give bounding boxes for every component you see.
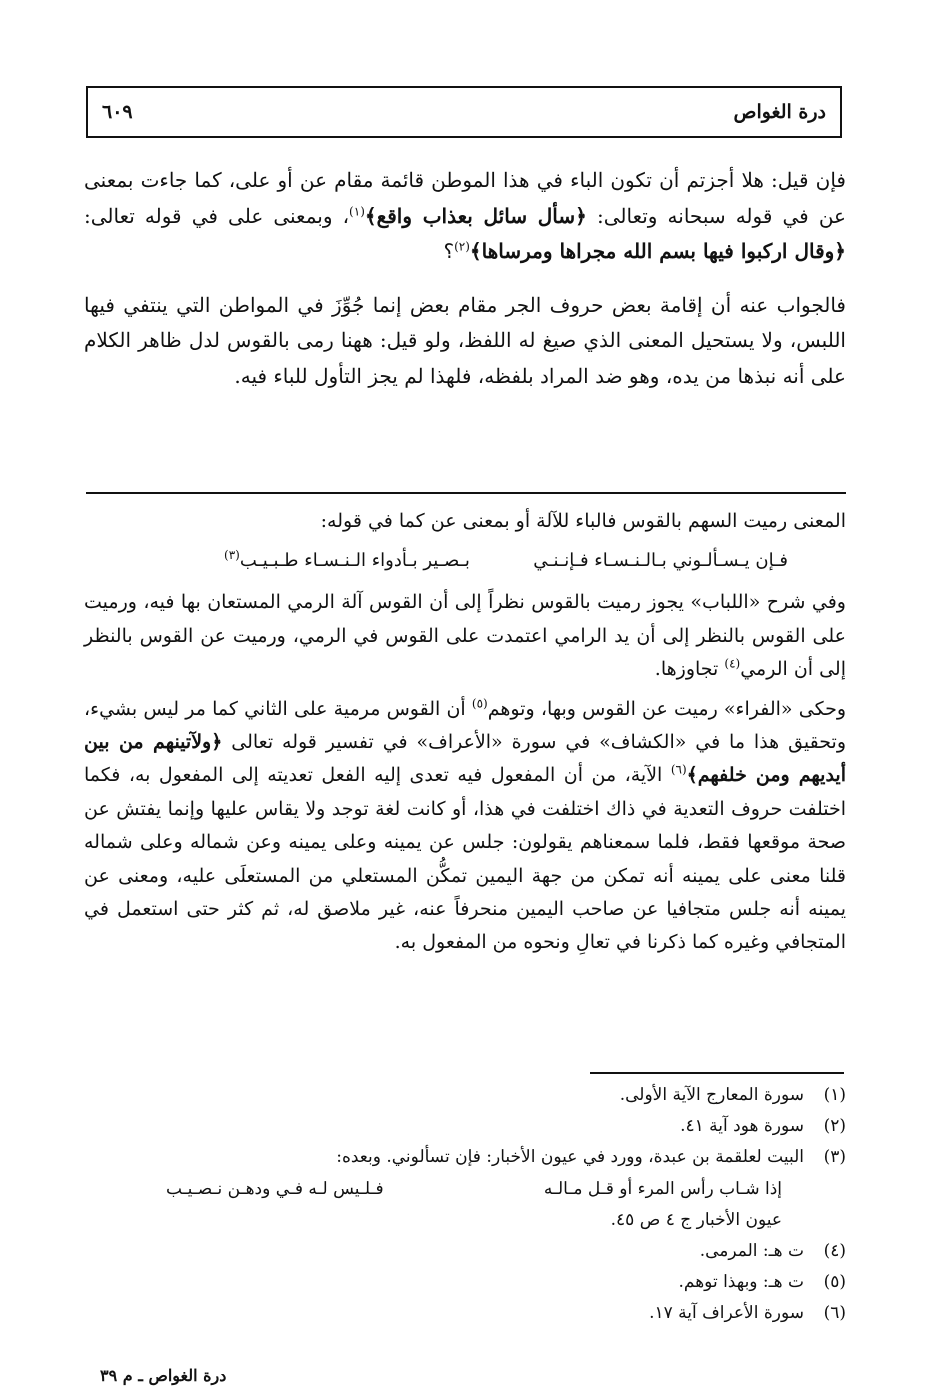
footnote-ref: (٥) xyxy=(471,696,488,711)
footnote-text: سورة الأعراف آية ١٧. xyxy=(649,1303,804,1324)
footnote-number: (١) xyxy=(823,1085,846,1105)
running-title: درة الغواص xyxy=(733,101,826,123)
footnotes xyxy=(84,1080,846,1330)
footnote-number: (٤) xyxy=(823,1241,846,1262)
footnote-number: (٢) xyxy=(823,1116,846,1137)
poetry-verse xyxy=(84,538,846,586)
quran-quote: ﴿ولآتينهم من بين أيديهم ومن خلفهم﴾ xyxy=(84,731,846,787)
footnote-verse xyxy=(84,1174,846,1205)
footnote-number: (٥) xyxy=(823,1272,846,1293)
footnote-text: سورة هود آية ٤١. xyxy=(680,1116,804,1137)
commentary-lubab xyxy=(84,586,846,686)
footnote-item xyxy=(84,1236,846,1267)
text-segment: فإن قيل: هلا أجزتم أن تكون الباء في هذا الموطن قائمة مقام عن أو على، كما جاءت بمعنى عن في قوله سبحانه وتعالى: xyxy=(84,168,846,228)
text-segment: وحكى «الفراء» رميت عن القوس وبها، وتوهم xyxy=(487,697,846,720)
quran-quote: ﴿سأل سائل بعذاب واقع﴾ xyxy=(364,203,587,228)
footnote-ref: (٦) xyxy=(670,763,687,778)
footnote-text: ت هـ: المرمى. xyxy=(699,1241,804,1262)
page-number: ٦٠٩ xyxy=(102,101,133,123)
text-segment: تجاوزها. xyxy=(654,658,725,681)
footnote-verse-first: إذا شـاب رأس المرء أو قـل مـالـه xyxy=(543,1178,782,1199)
commentary-farra xyxy=(84,693,846,960)
page-footer: درة الغواص ـ م ٣٩ xyxy=(100,1366,227,1385)
footnote-verse-second: فـلـيس لـه فـي ودهـن نـصـيـب xyxy=(166,1178,384,1199)
commentary xyxy=(84,505,846,960)
main-text xyxy=(84,163,846,394)
footnote-ref: (٢) xyxy=(454,239,470,254)
paragraph-answer: فالجواب عنه أن إقامة بعض حروف الجر مقام بعض إنما جُوِّزَ في المواطن التي ينتفي فيها اللبس، ولا يستحيل المعنى الذي صيغ له اللفظ، ولو قيل: ههنا رمى بالقوس لدل ظاهر الكلام على أنه نبذها من يده، وهو ضد المراد بلفظه، فلهذا لم يجز التأول للباء فيه. xyxy=(84,292,846,388)
verse-second-hemistich xyxy=(224,544,470,578)
text-segment: أن القوس مرمية على الثاني كما مر ليس بشيء، وتحقيق هذا ما في «الكشاف» في سورة «الأعراف» في تفسير قوله تعالى xyxy=(84,697,846,754)
verse-first-hemistich: فـإن يـسـألـوني بـالـنـسـاء فـإنـنـي xyxy=(533,550,788,572)
footnote-ref: (٣) xyxy=(224,548,240,563)
footnote-item xyxy=(84,1267,846,1298)
section-divider xyxy=(86,492,846,494)
footnote-number: (٣) xyxy=(823,1147,846,1168)
verse-text: بـصـير بـأدواء الـنـسـاء طـبـيـب xyxy=(239,550,470,572)
text-segment: الآية، من أن المفعول فيه تعدى إليه الفعل تعديته إلى المفعول به، فكما اختلفت حروف التعدية في ذاك اختلفت في هذا، أو كانت لغة توجد ولا يقاس عليها وإنما يفتش عن صحة موقعها فقط، فلما سمعناهم يقولون: جلس عن يمينه وعلى يمينه وعن شماله وعلى شماله قلنا معنى على يمينه أنه تمكن من جهة اليمين تمكُّن المستعلي من المستعلَى عليه، ومعنى عن يمينه أنه جلس متجافيا عن صاحب اليمين منحرفاً عنه، غير ملاصق له، ثم كثر حتى استعمل في المتجافي وغيره كما ذكرنا في تعالِ ونحوه من المفعول به. xyxy=(84,764,846,954)
commentary-intro: المعنى رميت السهم بالقوس فالباء للآلة أو بمعنى عن كما في قوله: xyxy=(320,510,846,532)
text-segment: وفي شرح «اللباب» يجوز رميت بالقوس نظراً إلى أن القوس آلة الرمي المستعان بها فيه، ورميت على القوس بالنظر إلى أن يد الرامي اعتمدت على القوس في الرمي، ورميت عن القوس بالنظر إلى أن الرمي xyxy=(84,591,846,681)
footnote-item xyxy=(84,1111,846,1142)
footnote-item xyxy=(84,1142,846,1173)
footnote-divider xyxy=(590,1072,844,1074)
quran-quote: ﴿وقال اركبوا فيها بسم الله مجراها ومرساها﴾ xyxy=(469,239,846,263)
footnote-text: ت هـ: وبهذا توهم. xyxy=(678,1272,804,1293)
text-segment: ؟ xyxy=(443,239,455,263)
footnote-text: البيت لعلقمة بن عبدة، وورد في عيون الأخبار: فإن تسألوني. وبعده: xyxy=(336,1147,804,1168)
page-header xyxy=(86,86,842,138)
footnote-source: عيون الأخبار ج ٤ ص ٤٥. xyxy=(610,1209,782,1230)
footnote-item xyxy=(84,1298,846,1329)
footnote-ref: (١) xyxy=(349,203,365,218)
paragraph-question xyxy=(84,163,846,270)
footnote-item xyxy=(84,1080,846,1111)
text-segment: ، وبمعنى على في قوله تعالى: xyxy=(84,203,350,228)
footnote-ref: (٤) xyxy=(724,656,741,671)
footnote-number: (٦) xyxy=(823,1303,846,1324)
footnote-text: سورة المعارج الآية الأولى. xyxy=(619,1085,804,1105)
